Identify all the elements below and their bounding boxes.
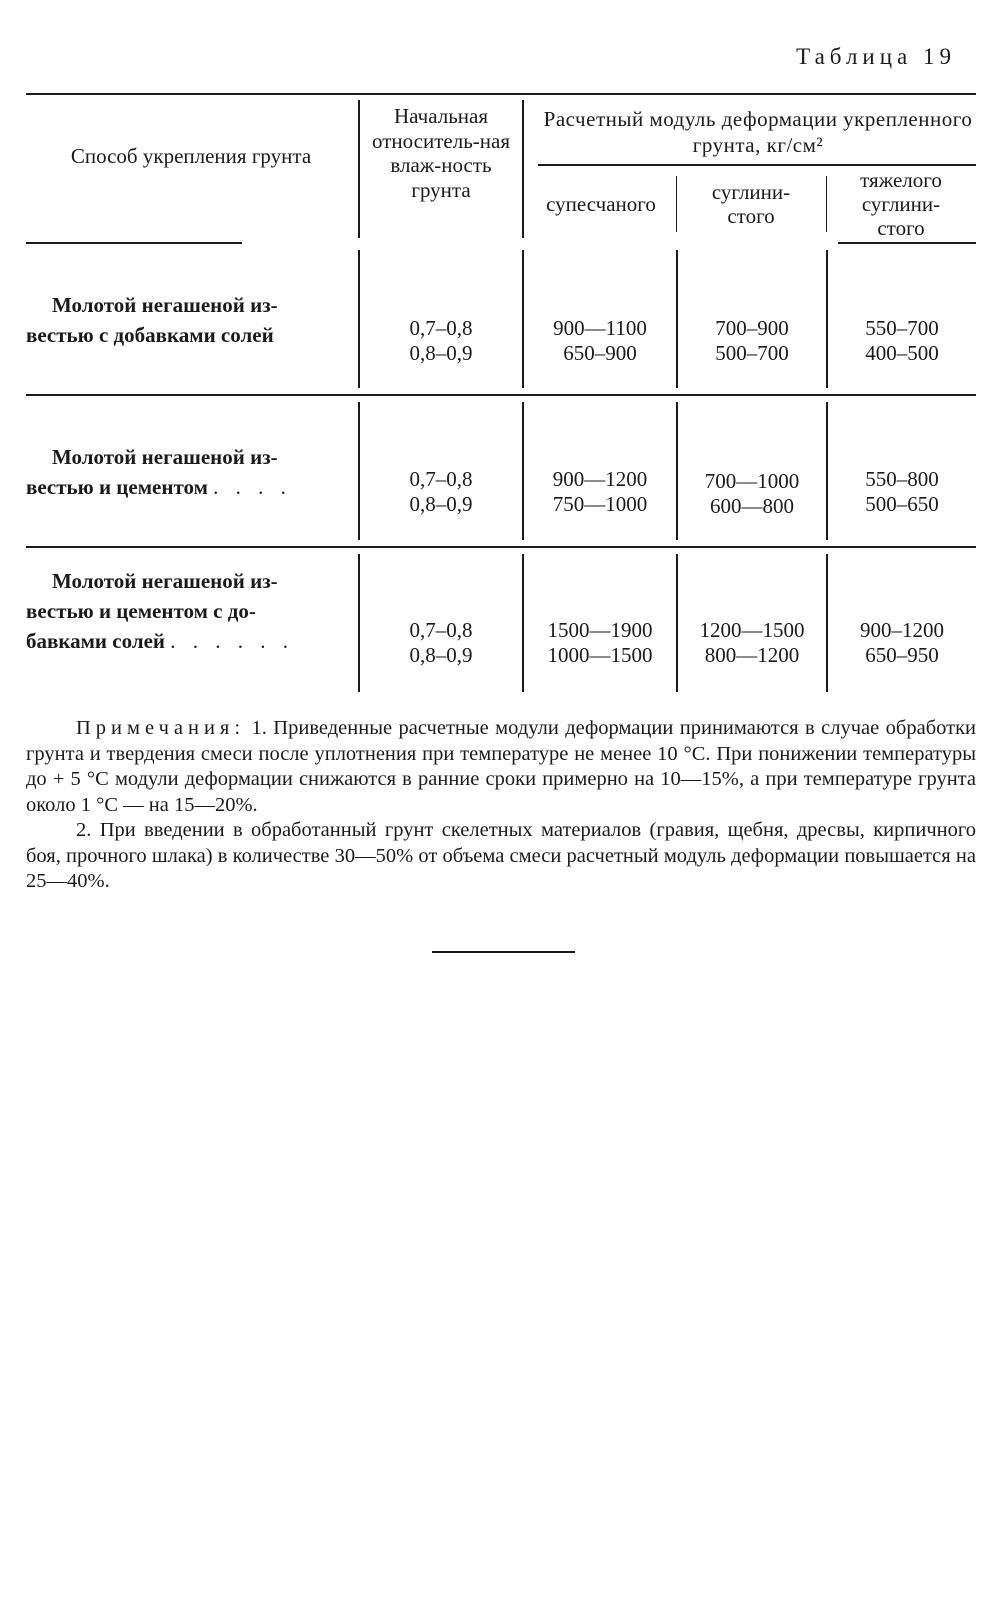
row3-loam: 1200—1500 800—1200 (699, 618, 805, 667)
row3-heavy-loam: 900–1200 650–950 (860, 618, 944, 667)
col-divider-2-row3 (522, 554, 524, 692)
col-divider-4-row2 (826, 402, 828, 540)
col-divider-2-row1 (522, 250, 524, 388)
header-bottom-rule-right (838, 242, 976, 244)
end-rule (432, 951, 575, 953)
note-1: Примечания: 1. Приведенные расчетные модули деформации принимаются в случае обработки грунта и твердения смеси после уплотнения при температуре не менее 10 °С. При понижении температуры до + 5 °С модули деформации снижаются в ранние сроки примерно на 10—15%, а при температуре грунта около 1 °С — на 15—20%. (26, 717, 976, 816)
header-bottom-rule (26, 242, 242, 244)
header-heavy-loam: тяжелого суглини-стого (860, 168, 942, 240)
header-loam: суглини-стого (711, 180, 791, 228)
col-divider-1-row2 (358, 402, 360, 540)
col-divider-2-header (522, 100, 524, 238)
col-divider-1-row1 (358, 250, 360, 388)
row1-heavy-loam: 550–700 400–500 (865, 316, 939, 365)
row2-sandy-loam: 900—1200 750—1000 (552, 467, 648, 516)
col-divider-2-row2 (522, 402, 524, 540)
header-sub-rule (538, 164, 976, 166)
table-caption: Таблица 19 (796, 44, 956, 69)
row1-loam: 700–900 500–700 (715, 316, 789, 365)
col-divider-3-header (676, 176, 677, 232)
col-divider-3-row1 (676, 250, 678, 388)
row-separator-1 (26, 394, 976, 396)
col-divider-4-row3 (826, 554, 828, 692)
header-moisture: Начальная относитель-ная влаж-ность грунта (372, 104, 510, 202)
row1-sandy-loam: 900—1100 650–900 (553, 316, 647, 365)
row1-method: Молотой негашеной из- вестью с добавками солей (26, 293, 278, 347)
col-divider-3-row2 (676, 402, 678, 540)
row2-heavy-loam: 550–800 500–650 (865, 467, 939, 516)
notes-label: Примечания: (76, 717, 246, 739)
row3-sandy-loam: 1500—1900 1000—1500 (547, 618, 653, 667)
row2-loam: 700—1000 600—800 (704, 469, 800, 518)
row2-method: Молотой негашеной из- вестью и цементом . . . . (26, 445, 292, 499)
col-divider-3-row3 (676, 554, 678, 692)
header-modulus: Расчетный модуль деформации укрепленного грунта, кг/см² (543, 107, 973, 157)
header-sandy-loam: супесчаного (546, 192, 656, 216)
table-notes (26, 716, 976, 895)
row3-method: Молотой негашеной из- вестью и цементом с до- бавками солей . . . . . . (26, 569, 295, 653)
col-divider-1-header (358, 100, 360, 238)
row2-moisture: 0,7–0,8 0,8–0,9 (409, 467, 473, 516)
row-separator-2 (26, 546, 976, 548)
table-top-rule (26, 93, 976, 95)
col-divider-4-row1 (826, 250, 828, 388)
note-2: 2. При введении в обработанный грунт скелетных материалов (гравия, щебня, дресвы, кирпичного боя, прочного шлака) в количестве 30—50% от объема смеси расчетный модуль деформации повышается на 25—40%. (26, 819, 976, 892)
header-method: Способ укрепления грунта (70, 144, 312, 168)
col-divider-1-row3 (358, 554, 360, 692)
row3-moisture: 0,7–0,8 0,8–0,9 (409, 618, 473, 667)
col-divider-4-header (826, 176, 827, 232)
row1-moisture: 0,7–0,8 0,8–0,9 (409, 316, 473, 365)
